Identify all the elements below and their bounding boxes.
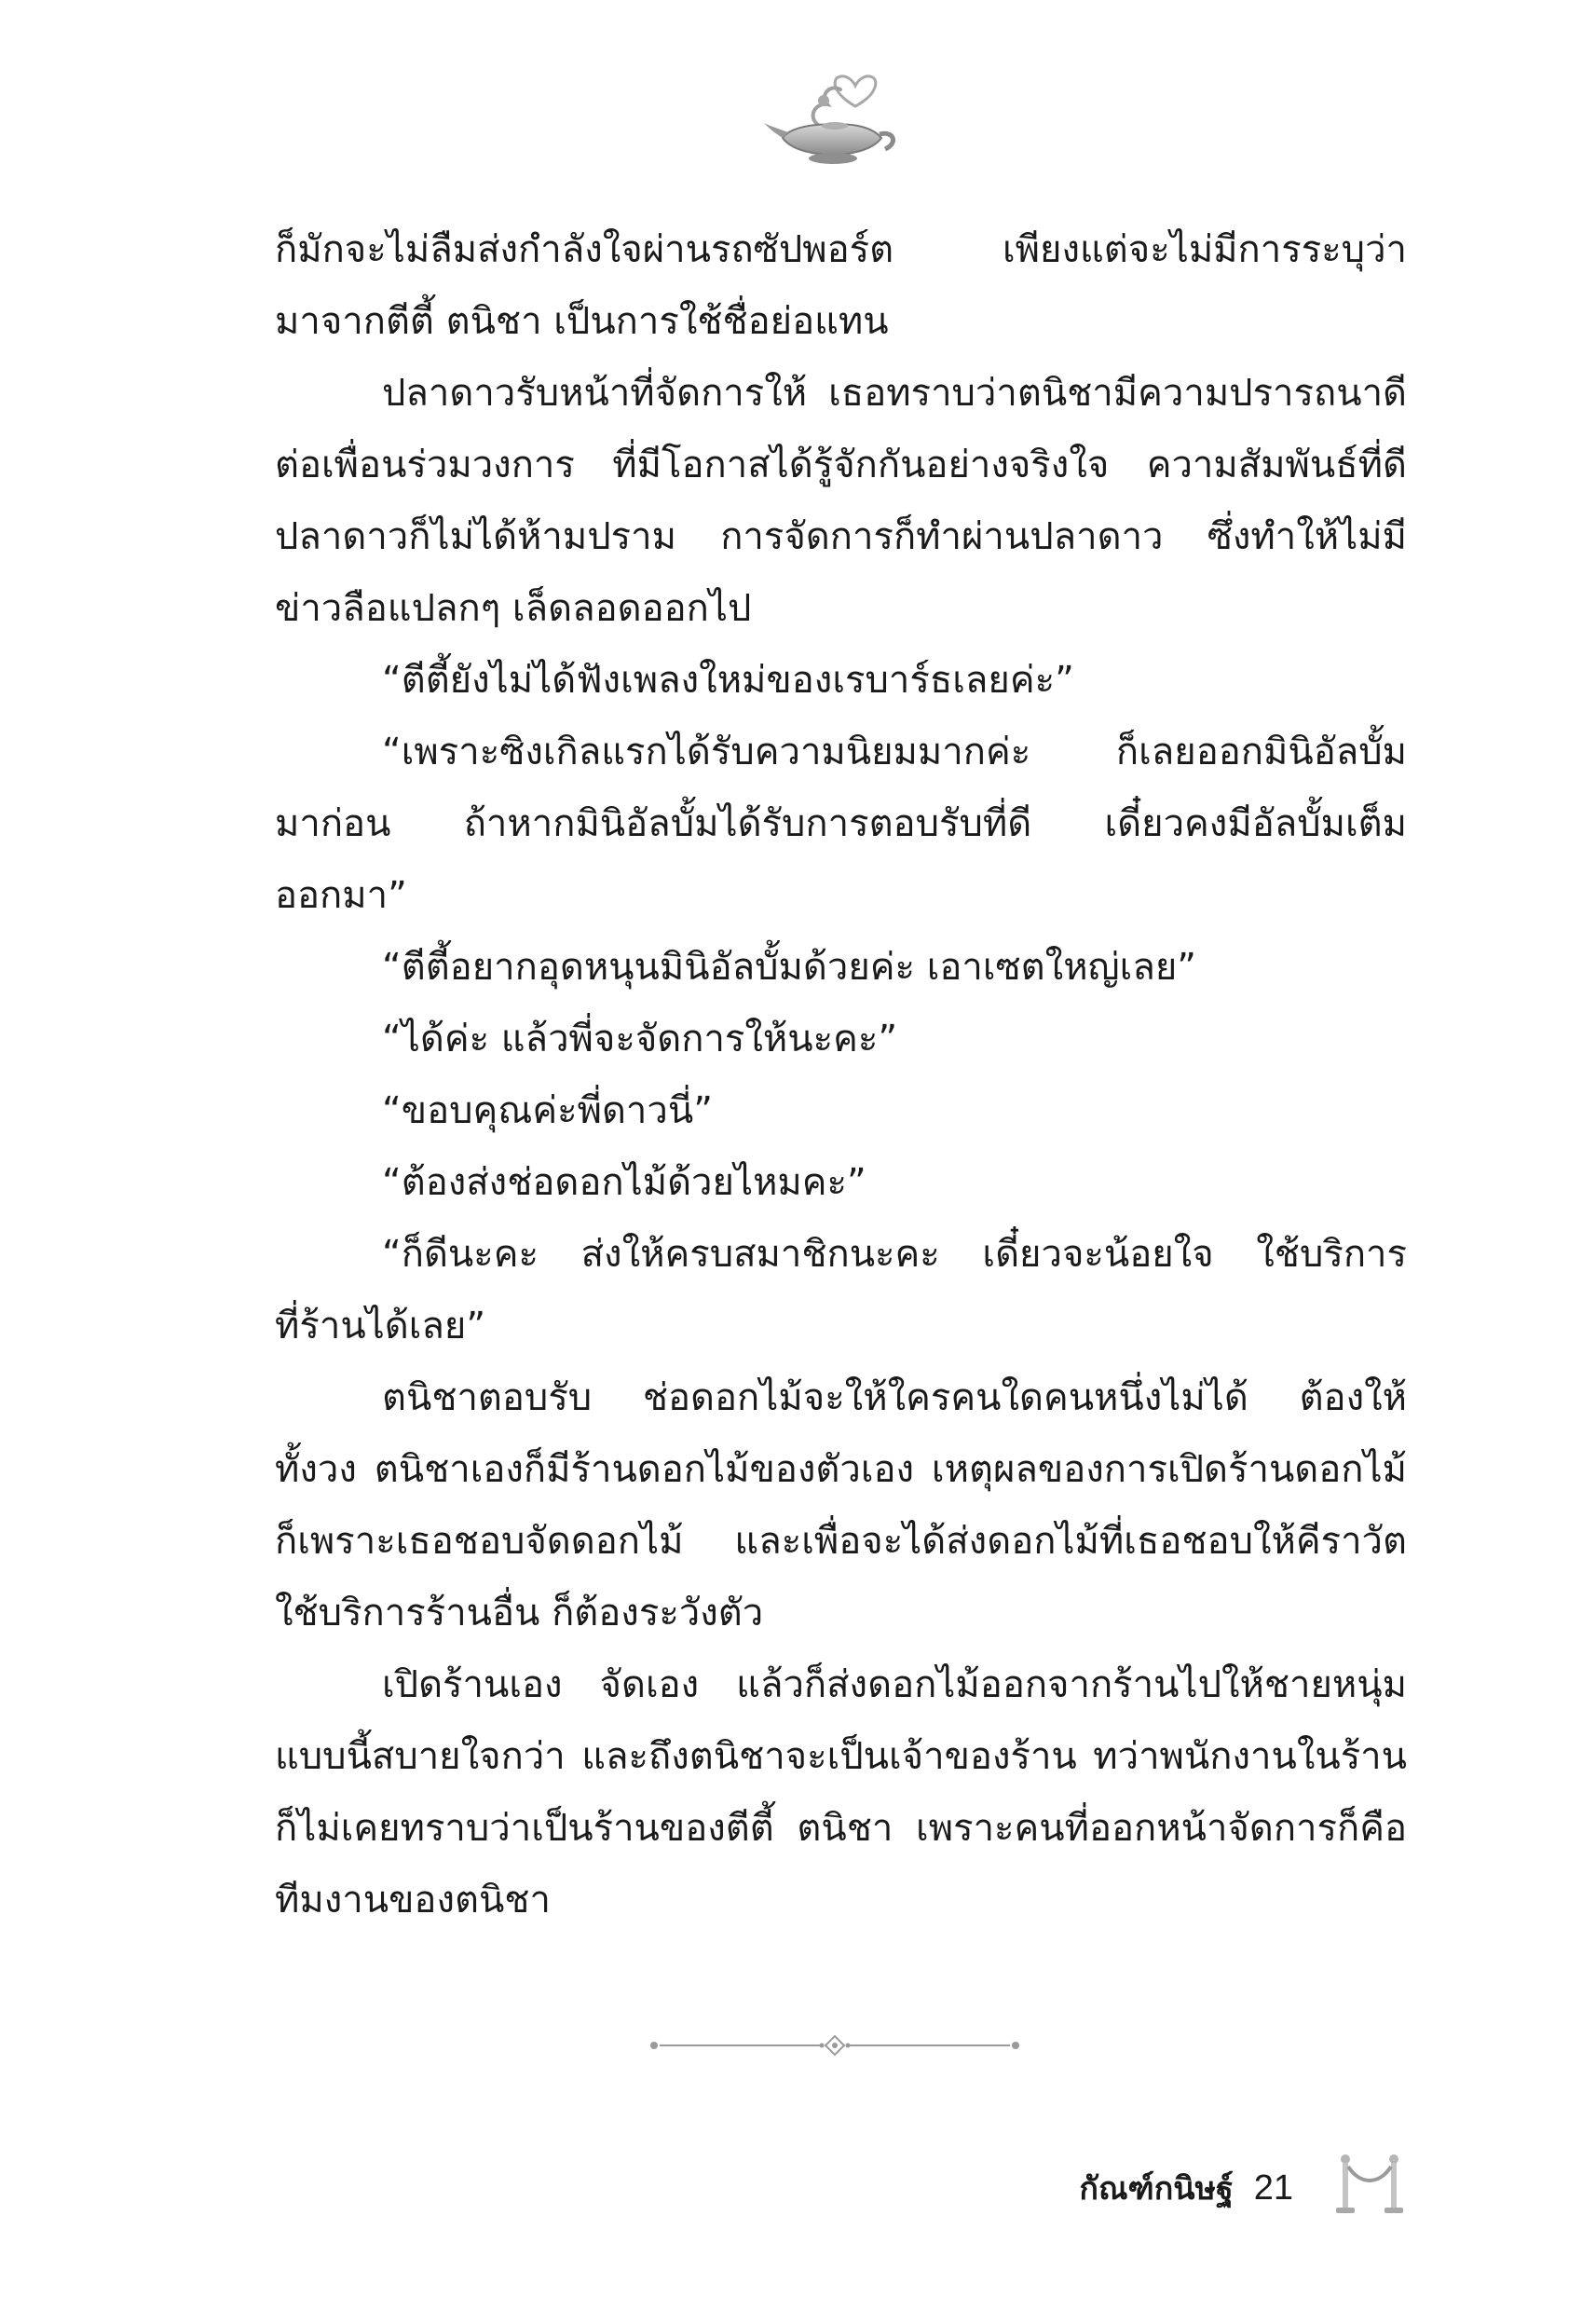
text-line: “ขอบคุณค่ะพี่ดาวนี่” <box>382 1089 713 1132</box>
text-line: “เพราะซิงเกิลแรกได้รับความนิยมมากค่ะ ก็เลยออกมินิอัลบั้ม <box>382 731 1407 773</box>
text-line: มาก่อน ถ้าหากมินิอัลบั้มได้รับการตอบรับที่ดี เดี๋ยวคงมีอัลบั้มเต็ม <box>275 802 1407 845</box>
text-line: ทีมงานของตนิชา <box>275 1879 551 1921</box>
text-line: ปลาดาวก็ไม่ได้ห้ามปราม การจัดการก็ทำผ่านปลาดาว ซึ่งทำให้ไม่มี <box>275 515 1407 558</box>
text-line: ออกมา” <box>275 874 407 917</box>
text-line: “ก็ดีนะคะ ส่งให้ครบสมาชิกนะคะ เดี๋ยวจะน้อยใจ ใช้บริการ <box>382 1233 1407 1276</box>
text-line: แบบนี้สบายใจกว่า และถึงตนิชาจะเป็นเจ้าของร้าน ทว่าพนักงานในร้าน <box>275 1735 1407 1778</box>
text-line: ข่าวลือแปลกๆ เล็ดลอดออกไป <box>275 587 752 630</box>
ornamental-divider <box>648 2031 1021 2059</box>
text-line: ก็เพราะเธอชอบจัดดอกไม้ และเพื่อจะได้ส่งดอกไม้ที่เธอชอบให้คีราวัต <box>275 1520 1407 1563</box>
text-line: ก็ไม่เคยทราบว่าเป็นร้านของตีตี้ ตนิชา เพราะคนที่ออกหน้าจัดการก็คือ <box>275 1807 1407 1850</box>
text-line: “ต้องส่งช่อดอกไม้ด้วยไหมคะ” <box>382 1161 866 1204</box>
text-line: “ตีตี้ยังไม่ได้ฟังเพลงใหม่ของเรบาร์ธเลยค่ะ” <box>382 659 1074 702</box>
text-line: ต่อเพื่อนร่วมวงการ ที่มีโอกาสได้รู้จักกันอย่างจริงใจ ความสัมพันธ์ที่ดี <box>275 444 1407 486</box>
text-line: มาจากตีตี้ ตนิชา เป็นการใช้ชื่อย่อแทน <box>275 300 889 343</box>
text-line: “ได้ค่ะ แล้วพี่จะจัดการให้นะคะ” <box>382 1018 898 1060</box>
text-line: ทั้งวง ตนิชาเองก็มีร้านดอกไม้ของตัวเอง เหตุผลของการเปิดร้านดอกไม้ <box>275 1448 1407 1491</box>
body-text <box>275 214 1407 1936</box>
text-line: ใช้บริการร้านอื่น ก็ต้องระวังตัว <box>275 1592 764 1634</box>
text-line: ก็มักจะไม่ลืมส่งกำลังใจผ่านรถซัปพอร์ต เพียงแต่จะไม่มีการระบุว่า <box>275 228 1407 271</box>
text-line: “ตีตี้อยากอุดหนุนมินิอัลบั้มด้วยค่ะ เอาเซตใหญ่เลย” <box>382 946 1196 989</box>
book-title: กัณฑ์กนิษฐ์ <box>1079 2170 1234 2208</box>
text-line: ที่ร้านได้เลย” <box>275 1305 486 1347</box>
page-footer <box>1079 2160 1293 2216</box>
text-line: ปลาดาวรับหน้าที่จัดการให้ เธอทราบว่าตนิชามีความปรารถนาดี <box>382 372 1407 415</box>
text-line: ตนิชาตอบรับ ช่อดอกไม้จะให้ใครคนใดคนหนึ่งไม่ได้ ต้องให้ <box>382 1376 1407 1419</box>
genie-lamp-heart-icon <box>762 58 902 168</box>
text-line: เปิดร้านเอง จัดเอง แล้วก็ส่งดอกไม้ออกจากร้านไปให้ชายหนุ่ม <box>382 1663 1407 1706</box>
page-number: 21 <box>1253 2167 1293 2208</box>
velvet-rope-stanchion-icon <box>1332 2148 1407 2222</box>
